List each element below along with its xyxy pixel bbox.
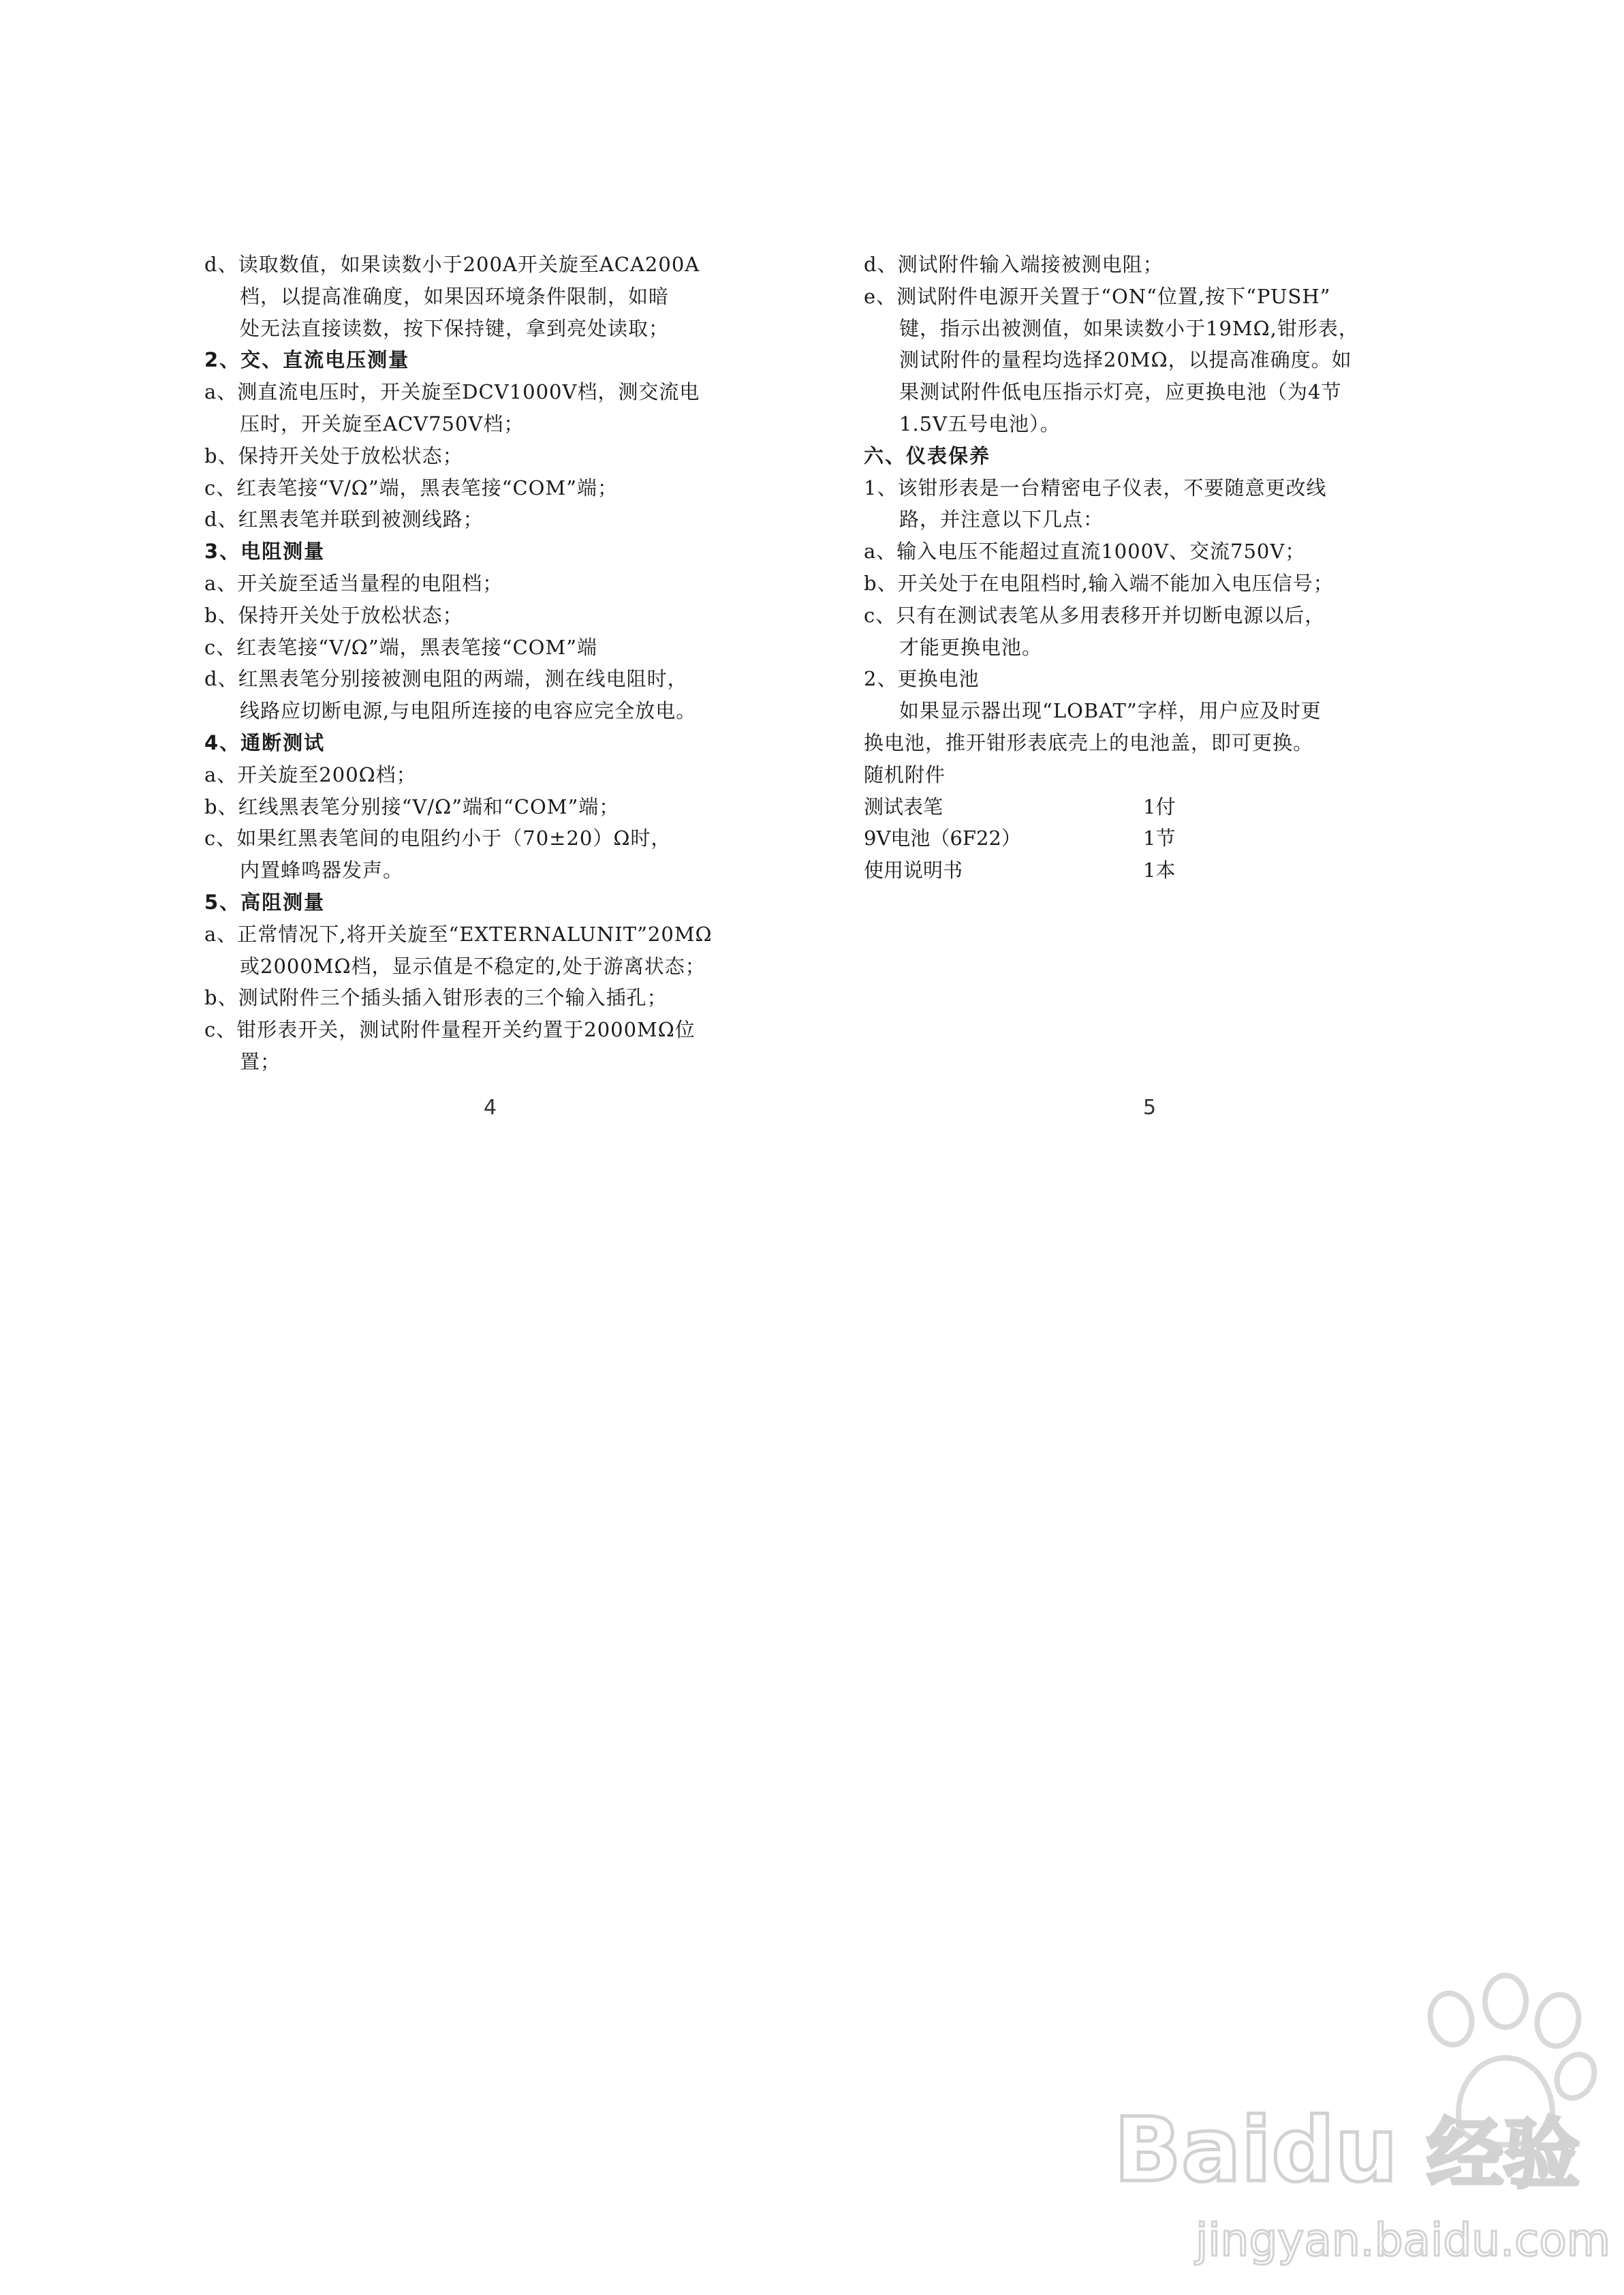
text-line: 或2000MΩ档，显示值是不稳定的,处于游离状态； bbox=[240, 954, 706, 978]
accessory-row bbox=[864, 791, 1450, 823]
text-line: 处无法直接读数，按下保持键，拿到亮处读取； bbox=[240, 316, 670, 340]
accessories-list bbox=[864, 791, 1450, 887]
section-heading: 3、电阻测量 bbox=[204, 540, 326, 564]
text-line: 内置蜂鸣器发声。 bbox=[240, 859, 404, 882]
text-line: 键，指示出被测值，如果读数小于19MΩ,钳形表， bbox=[899, 316, 1359, 340]
text-line: b、保持开关处于放松状态； bbox=[204, 444, 463, 467]
accessory-quantity: 1本 bbox=[1143, 859, 1176, 882]
text-line: c、只有在测试表笔从多用表移开并切断电源以后， bbox=[864, 603, 1326, 627]
text-line: 置； bbox=[240, 1049, 281, 1073]
text-line: a、测直流电压时，开关旋至DCV1000V档，测交流电 bbox=[204, 380, 700, 404]
page-number-right: 5 bbox=[1143, 1096, 1157, 1120]
accessory-name: 使用说明书 bbox=[864, 859, 963, 882]
text-line: 2、更换电池 bbox=[864, 667, 980, 691]
text-line: d、读取数值，如果读数小于200A开关旋至ACA200A bbox=[204, 253, 700, 276]
text-line: a、开关旋至适当量程的电阻档； bbox=[204, 571, 503, 595]
watermark-brand: Baidu bbox=[1114, 2098, 1398, 2202]
watermark-url: jingyan.baidu.com bbox=[1196, 2214, 1611, 2266]
right-page-column bbox=[864, 249, 1450, 887]
text-line: 测试附件的量程均选择20MΩ，以提高准确度。如 bbox=[899, 348, 1352, 372]
accessory-name: 测试表笔 bbox=[864, 795, 943, 818]
accessory-name: 9V电池（6F22） bbox=[864, 827, 1021, 850]
text-line: c、红表笔接“V/Ω”端，黑表笔接“COM”端； bbox=[204, 476, 618, 499]
text-line: c、红表笔接“V/Ω”端，黑表笔接“COM”端 bbox=[204, 635, 597, 659]
text-line: a、正常情况下,将开关旋至“EXTERNALUNIT”20MΩ bbox=[204, 922, 713, 946]
section-heading: 2、交、直流电压测量 bbox=[204, 348, 410, 372]
text-line: 压时，开关旋至ACV750V档； bbox=[240, 412, 525, 435]
text-line: 线路应切断电源,与电阻所连接的电容应完全放电。 bbox=[240, 699, 697, 723]
text-line: 如果显示器出现“LOBAT”字样，用户应及时更 bbox=[899, 699, 1322, 723]
text-line: c、钳形表开关，测试附件量程开关约置于2000MΩ位 bbox=[204, 1018, 696, 1042]
section-heading: 六、仪表保养 bbox=[864, 444, 991, 467]
section-heading: 4、通断测试 bbox=[204, 730, 326, 754]
left-page-column bbox=[204, 249, 804, 1078]
watermark-tag: 经验 bbox=[1427, 2110, 1580, 2199]
text-line: 路，并注意以下几点： bbox=[899, 508, 1104, 532]
text-line: 随机附件 bbox=[864, 763, 946, 786]
accessory-quantity: 1付 bbox=[1143, 795, 1176, 818]
accessory-row bbox=[864, 822, 1450, 854]
accessory-row bbox=[864, 854, 1450, 887]
page-number-left: 4 bbox=[484, 1096, 497, 1120]
text-line: b、开关处于在电阻档时,输入端不能加入电压信号； bbox=[864, 571, 1334, 595]
text-line: a、开关旋至200Ω档； bbox=[204, 763, 417, 786]
text-line: a、输入电压不能超过直流1000V、交流750V； bbox=[864, 540, 1306, 564]
text-line: 才能更换电池。 bbox=[899, 635, 1043, 659]
text-line: 果测试附件低电压指示灯亮，应更换电池（为4节 bbox=[899, 380, 1342, 404]
text-line: b、测试附件三个插头插入钳形表的三个输入插孔； bbox=[204, 986, 668, 1010]
text-line: b、红线黑表笔分别接“V/Ω”端和“COM”端； bbox=[204, 795, 620, 818]
text-line: e、测试附件电源开关置于“ON“位置,按下“PUSH” bbox=[864, 284, 1331, 308]
text-line: 换电池，推开钳形表底壳上的电池盖，即可更换。 bbox=[864, 730, 1314, 754]
text-line: 1.5V五号电池）。 bbox=[899, 412, 1061, 435]
accessory-quantity: 1节 bbox=[1143, 827, 1176, 850]
text-line: d、测试附件输入端接被测电阻； bbox=[864, 253, 1164, 276]
text-line: 1、该钳形表是一台精密电子仪表，不要随意更改线 bbox=[864, 476, 1327, 499]
right-page-text bbox=[864, 249, 1450, 791]
text-line: b、保持开关处于放松状态； bbox=[204, 603, 463, 627]
text-line: d、红黑表笔分别接被测电阻的两端，测在线电阻时， bbox=[204, 667, 688, 691]
text-line: d、红黑表笔并联到被测线路； bbox=[204, 508, 484, 532]
baidu-jingyan-watermark bbox=[1107, 1945, 1611, 2286]
section-heading: 5、高阻测量 bbox=[204, 890, 326, 914]
text-line: 档，以提高准确度，如果因环境条件限制，如暗 bbox=[240, 284, 670, 308]
text-line: c、如果红黑表笔间的电阻约小于（70±20）Ω时， bbox=[204, 827, 672, 850]
